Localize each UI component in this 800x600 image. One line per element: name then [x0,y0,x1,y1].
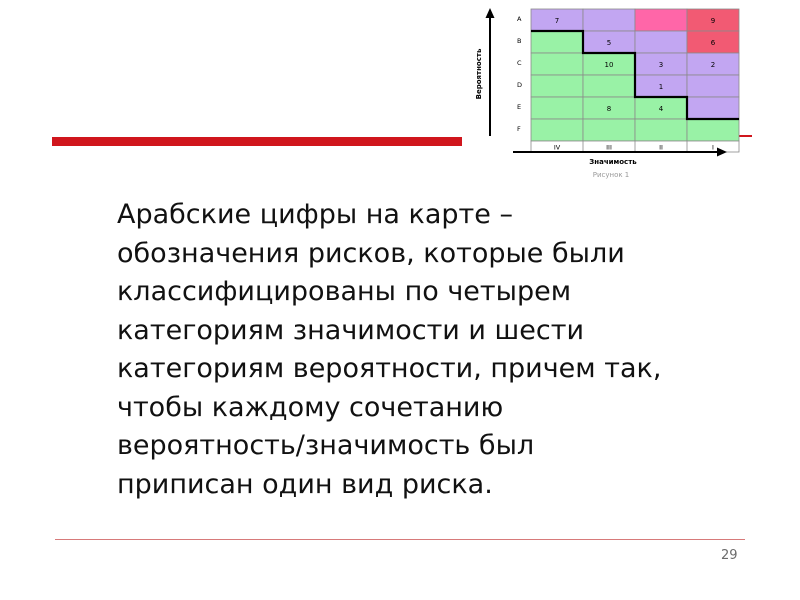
risk-matrix-cell [687,75,739,97]
body-line: Арабские цифры на карте – [117,199,513,230]
risk-matrix-cell [687,97,739,119]
body-line: категориям вероятности, причем так, [117,353,662,384]
body-line: обозначения рисков, которые были [117,237,625,269]
body-line: чтобы каждому сочетанию [117,391,504,423]
risk-id-label: 9 [710,17,716,25]
risk-id-label: 3 [658,61,664,69]
risk-id-label: 8 [606,105,612,113]
risk-matrix-cell [531,31,583,53]
risk-matrix-cell [531,119,583,141]
risk-id-label: 7 [554,17,560,25]
risk-matrix-cell [583,119,635,141]
row-label: C [517,59,522,67]
risk-matrix-cell [635,9,687,31]
body-text [117,196,737,504]
body-line: категориям значимости и шести [117,314,584,346]
column-label: I [712,143,714,152]
risk-matrix-cell [635,119,687,141]
risk-id-label: 10 [604,61,614,69]
body-line: вероятность/значимость был [117,430,535,461]
x-axis-label: Значимость [589,158,637,166]
y-axis-label: Вероятность [475,48,483,100]
risk-matrix-cell [531,53,583,75]
figure-caption: Рисунок 1 [592,171,630,179]
risk-matrix-cell [583,75,635,97]
body-line: классифицированы по четырем [117,276,572,307]
risk-id-label: 2 [710,61,716,69]
risk-matrix-figure [465,0,755,185]
row-label: B [517,37,522,45]
row-label: A [517,15,522,23]
body-line: приписан один вид риска. [117,468,493,500]
column-label: II [659,143,663,152]
risk-matrix-cell [635,31,687,53]
row-label: E [517,103,522,111]
red-accent-bar [52,137,462,146]
page-number: 29 [721,548,738,563]
risk-id-label: 1 [658,83,664,91]
risk-id-label: 5 [606,39,612,47]
row-label: F [517,125,521,133]
risk-matrix-cell [687,119,739,141]
column-label: IV [553,143,561,152]
risk-id-label: 4 [658,105,664,113]
risk-matrix-cell [583,9,635,31]
row-label: D [517,81,523,89]
y-axis-arrowhead [486,8,495,18]
risk-matrix-cell [531,75,583,97]
column-label: III [606,143,612,152]
footer-divider [55,539,745,540]
risk-matrix-cell [531,97,583,119]
risk-id-label: 6 [710,39,716,47]
